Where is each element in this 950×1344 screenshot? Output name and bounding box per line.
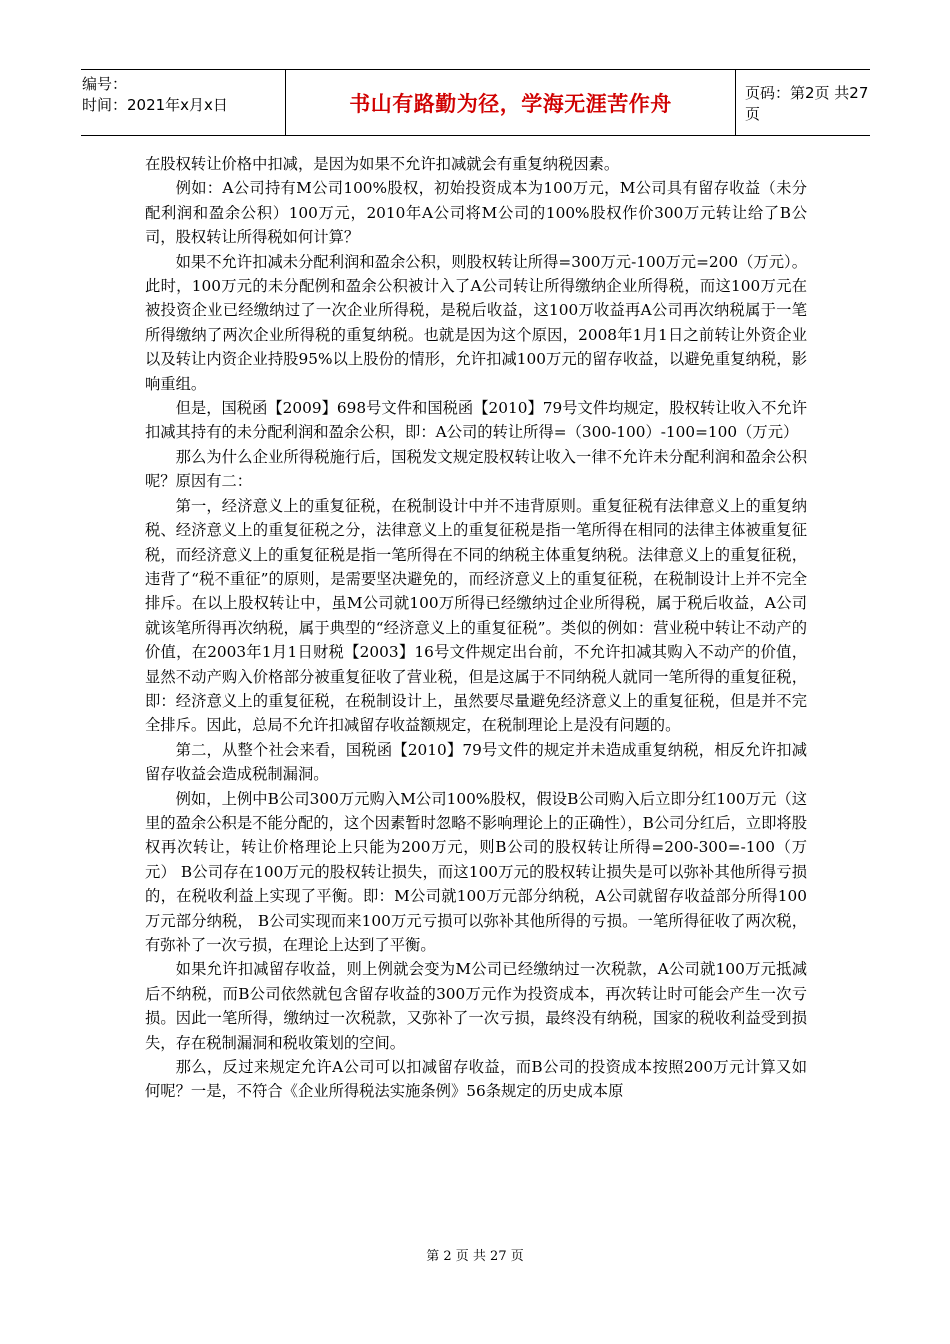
paragraph: 第二，从整个社会来看，国税函【2010】79号文件的规定并未造成重复纳税，相反允许扣减留存收益会造成税制漏洞。 xyxy=(145,740,807,784)
header-page-cell xyxy=(736,70,870,135)
paragraph: 在股权转让价格中扣减，是因为如果不允许扣减就会有重复纳税因素。 xyxy=(145,155,620,173)
paragraph: 但是，国税函【2009】698号文件和国税函【2010】79号文件均规定，股权转让收入不允许扣减其持有的未分配利润和盈余公积，即：A公司的转让所得=（300-100）-100=100（万元） xyxy=(145,399,807,442)
paragraph: 第一，经济意义上的重复征税，在税制设计中并不违背原则。重复征税有法律意义上的重复纳税、经济意义上的重复征税之分，法律意义上的重复征税是指一笔所得在相同的法律主体被重复征税，而经济意义上的重复征税是指一笔所得在不同的纳税主体重复纳税。法律意义上的重复征税，违背了“税不重征”的原则，是需要坚决避免的，而经济意义上的重复征税，在税制设计上并不完全排斥。在以上股权转让中，虽M公司就100万所得已经缴纳过企业所得税，属于税后收益，A公司就该笔所得再次纳税，属于典型的“经济意义上的重复征税”。类似的例如：营业税中转让不动产的价值，在2003年1月1日财税【2003】16号文件规定出台前，不允许扣减其购入不动产的价值，显然不动产购入价格部分被重复征收了营业税，但是这属于不同纳税人就同一笔所得的重复征税，即：经济意义上的重复征税，在税制设计上，虽然要尽量避免经济意义上的重复征税，但是并不完全排斥。因此，总局不允许扣减留存收益额规定，在税制理论上是没有问题的。 xyxy=(145,496,807,735)
document-date: 时间：2021年x月x日 xyxy=(82,96,228,114)
document-body xyxy=(145,152,807,1104)
header-motto: 书山有路勤为径，学海无涯苦作舟 xyxy=(349,91,672,116)
header-motto-cell xyxy=(285,70,736,135)
paragraph: 如果不允许扣减未分配利润和盈余公积，则股权转让所得=300万元-100万元=200（万元）。此时，100万元的未分配例和盈余公积被计入了A公司转让所得缴纳企业所得税，而这100万元在被投资企业已经缴纳过了一次企业所得税，是税后收益，这100万收益再A公司再次纳税属于一笔所得缴纳了两次企业所得税的重复纳税。也就是因为这个原因，2008年1月1日之前转让外资企业以及转让内资企业持股95%以上股份的情形，允许扣减100万元的留存收益，以避免重复纳税，影响重组。 xyxy=(145,252,807,393)
page-header xyxy=(81,69,870,136)
paragraph: 如果允许扣减留存收益，则上例就会变为M公司已经缴纳过一次税款，A公司就100万元抵减后不纳税，而B公司依然就包含留存收益的300万元作为投资成本，再次转让时可能会产生一次亏损。因此一笔所得，缴纳过一次税款，又弥补了一次亏损，最终没有纳税，国家的税收利益受到损失，存在税制漏洞和税收策划的空间。 xyxy=(145,960,807,1052)
header-page-info: 页码：第2页 共27页 xyxy=(745,83,869,123)
header-info-cell xyxy=(81,70,285,135)
page-footer xyxy=(0,1245,950,1264)
paragraph: 例如：A公司持有M公司100%股权，初始投资成本为100万元，M公司具有留存收益（未分配利润和盈余公积）100万元，2010年A公司将M公司的100%股权作价300万元转让给了B公司，股权转让所得税如何计算？ xyxy=(145,179,807,247)
paragraph: 那么为什么企业所得税施行后，国税发文规定股权转让收入一律不允许未分配利润和盈余公积呢？原因有二： xyxy=(145,447,807,491)
document-code-label: 编号： xyxy=(82,75,128,93)
paragraph: 例如，上例中B公司300万元购入M公司100%股权，假设B公司购入后立即分红100万元（这里的盈余公积是不能分配的，这个因素暂时忽略不影响理论上的正确性），B公司分红后，立即将股权再次转让，转让价格理论上只能为200万元，则B公司的股权转让所得=200-300=-100（万元） B公司存在100万元的股权转让损失，而这100万元的股权转让损失是可以弥补其他所得亏损的，在税收利益上实现了平衡。即：M公司就100万元部分纳税，A公司就留存收益部分所得100万元部分纳税， B公司实现而来100万元亏损可以弥补其他所得的亏损。一笔所得征收了两次税，有弥补了一次亏损，在理论上达到了平衡。 xyxy=(145,789,807,954)
footer-page-number: 第 2 页 共 27 页 xyxy=(426,1249,524,1264)
paragraph: 那么，反过来规定允许A公司可以扣减留存收益，而B公司的投资成本按照200万元计算又如何呢？一是，不符合《企业所得税法实施条例》56条规定的历史成本原 xyxy=(145,1058,807,1101)
